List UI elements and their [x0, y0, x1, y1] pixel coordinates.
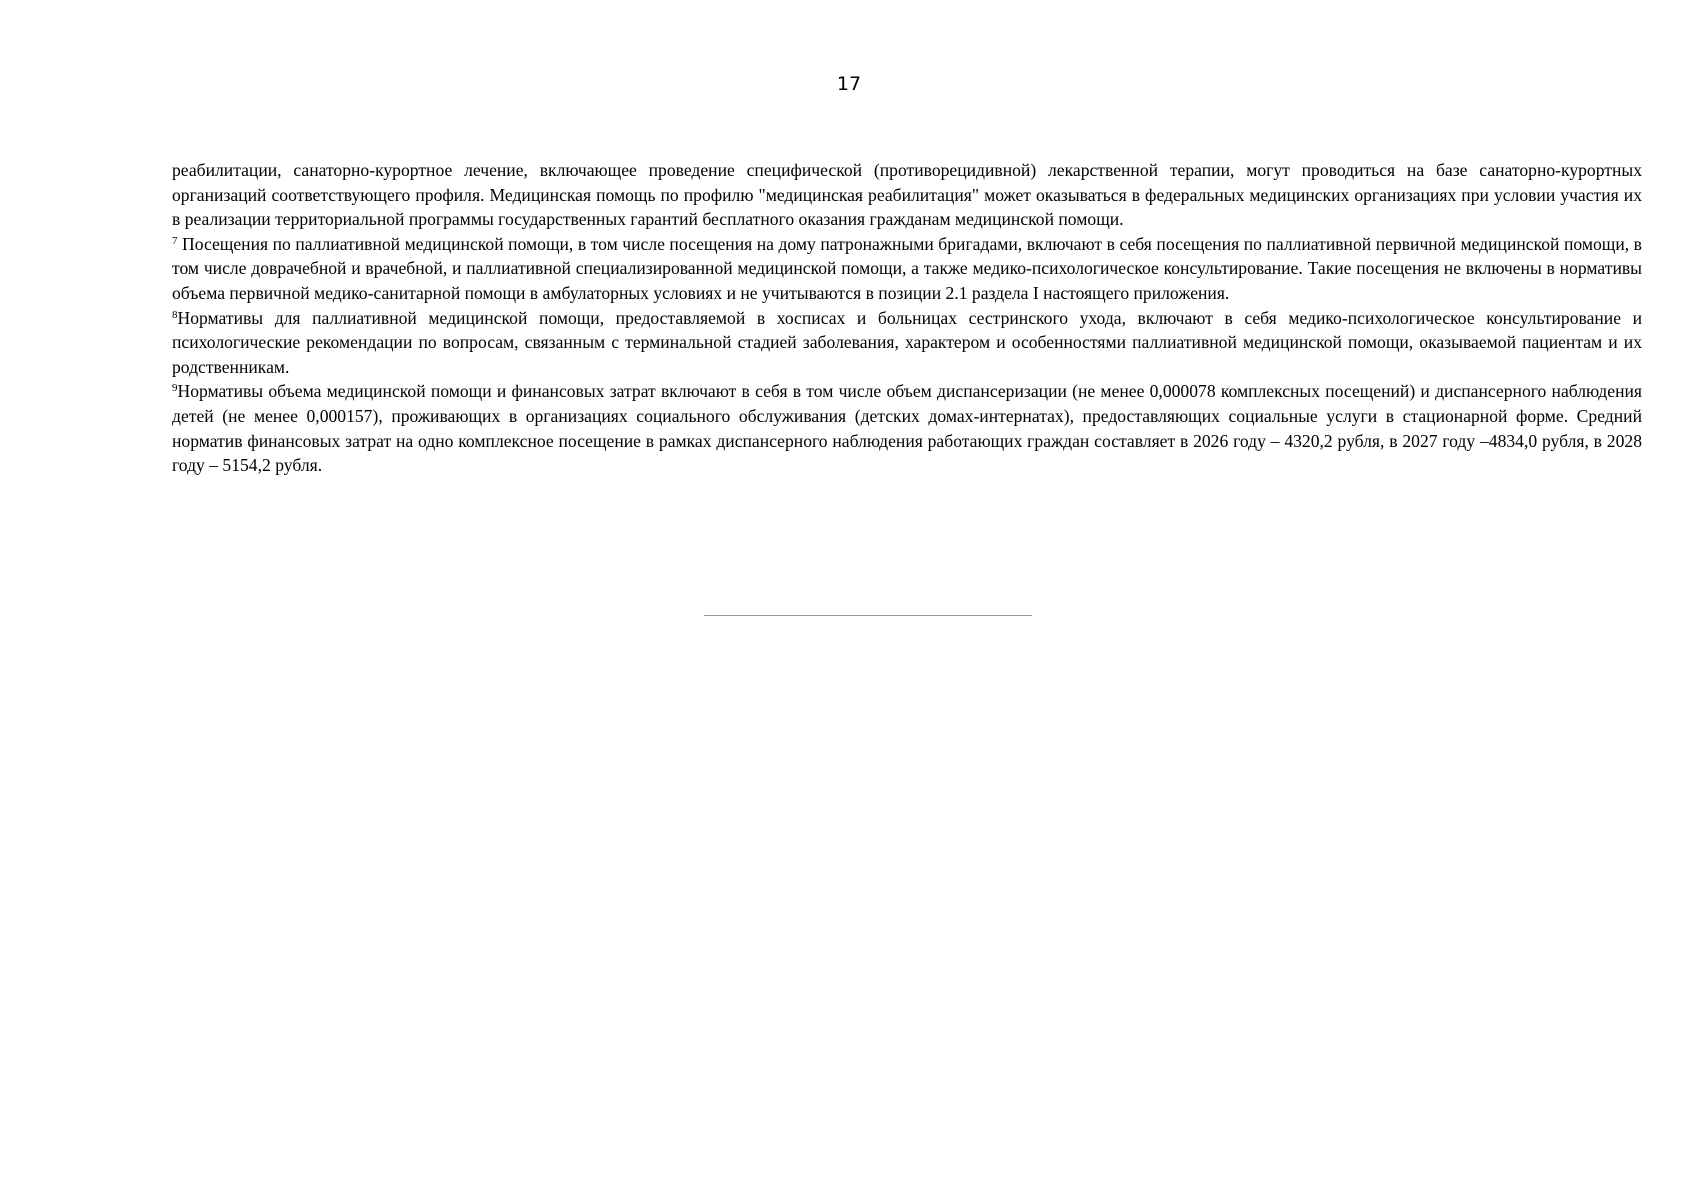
footnote-text: Посещения по паллиативной медицинской помощи, в том числе посещения на дому патронажными бригадами, включают в себя посещения по паллиативной первичной медицинской помощи, в том числе доврачебной и врачебной, и паллиативной специализированной медицинской помощи, а также медико-психологическое консультирование. Такие посещения не включены в нормативы объема первичной медико-санитарной помощи в амбулаторных условиях и не учитываются в позиции 2.1 раздела I настоящего приложения. [172, 233, 1642, 303]
footnote-marker: 9 [172, 382, 178, 395]
footnote-text: Нормативы для паллиативной медицинской помощи, предоставляемой в хосписах и больницах сестринского ухода, включают в себя медико-психологическое консультирование и психологические рекомендации по вопросам, связанным с терминальной стадией заболевания, характером и особенностями паллиативной медицинской помощи, оказываемой пациентам и их родственникам. [172, 307, 1642, 377]
footnote-continuation [172, 158, 1642, 232]
footnote-marker: 8 [172, 308, 178, 321]
end-of-document-rule [704, 615, 1032, 616]
footnote-text: Нормативы объема медицинской помощи и финансовых затрат включают в себя в том числе объем диспансеризации (не менее 0,000078 комплексных посещений) и диспансерного наблюдения детей (не менее 0,000157), проживающих в организациях социального обслуживания (детских домах-интернатах), предоставляющих социальные услуги в стационарной форме. Средний норматив финансовых затрат на одно комплексное посещение в рамках диспансерного наблюдения работающих граждан составляет в 2026 году – 4320,2 рубля, в 2027 году –4834,0 рубля, в 2028 году – 5154,2 рубля. [172, 381, 1642, 476]
footnote-8 [172, 306, 1642, 380]
footnote-9 [172, 379, 1642, 477]
footnote-7 [172, 232, 1642, 306]
footnote-text: реабилитации, санаторно-курортное лечение, включающее проведение специфической (противорецидивной) лекарственной терапии, могут проводиться на базе санаторно-курортных организаций соответствующего профиля. Медицинская помощь по профилю "медицинская реабилитация" может оказываться в федеральных медицинских организациях при условии участия их в реализации территориальной программы государственных гарантий бесплатного оказания гражданам медицинской помощи. [172, 160, 1642, 230]
page-number: 17 [836, 73, 862, 95]
footnote-marker: 7 [172, 234, 178, 247]
footnotes-block [172, 158, 1642, 478]
